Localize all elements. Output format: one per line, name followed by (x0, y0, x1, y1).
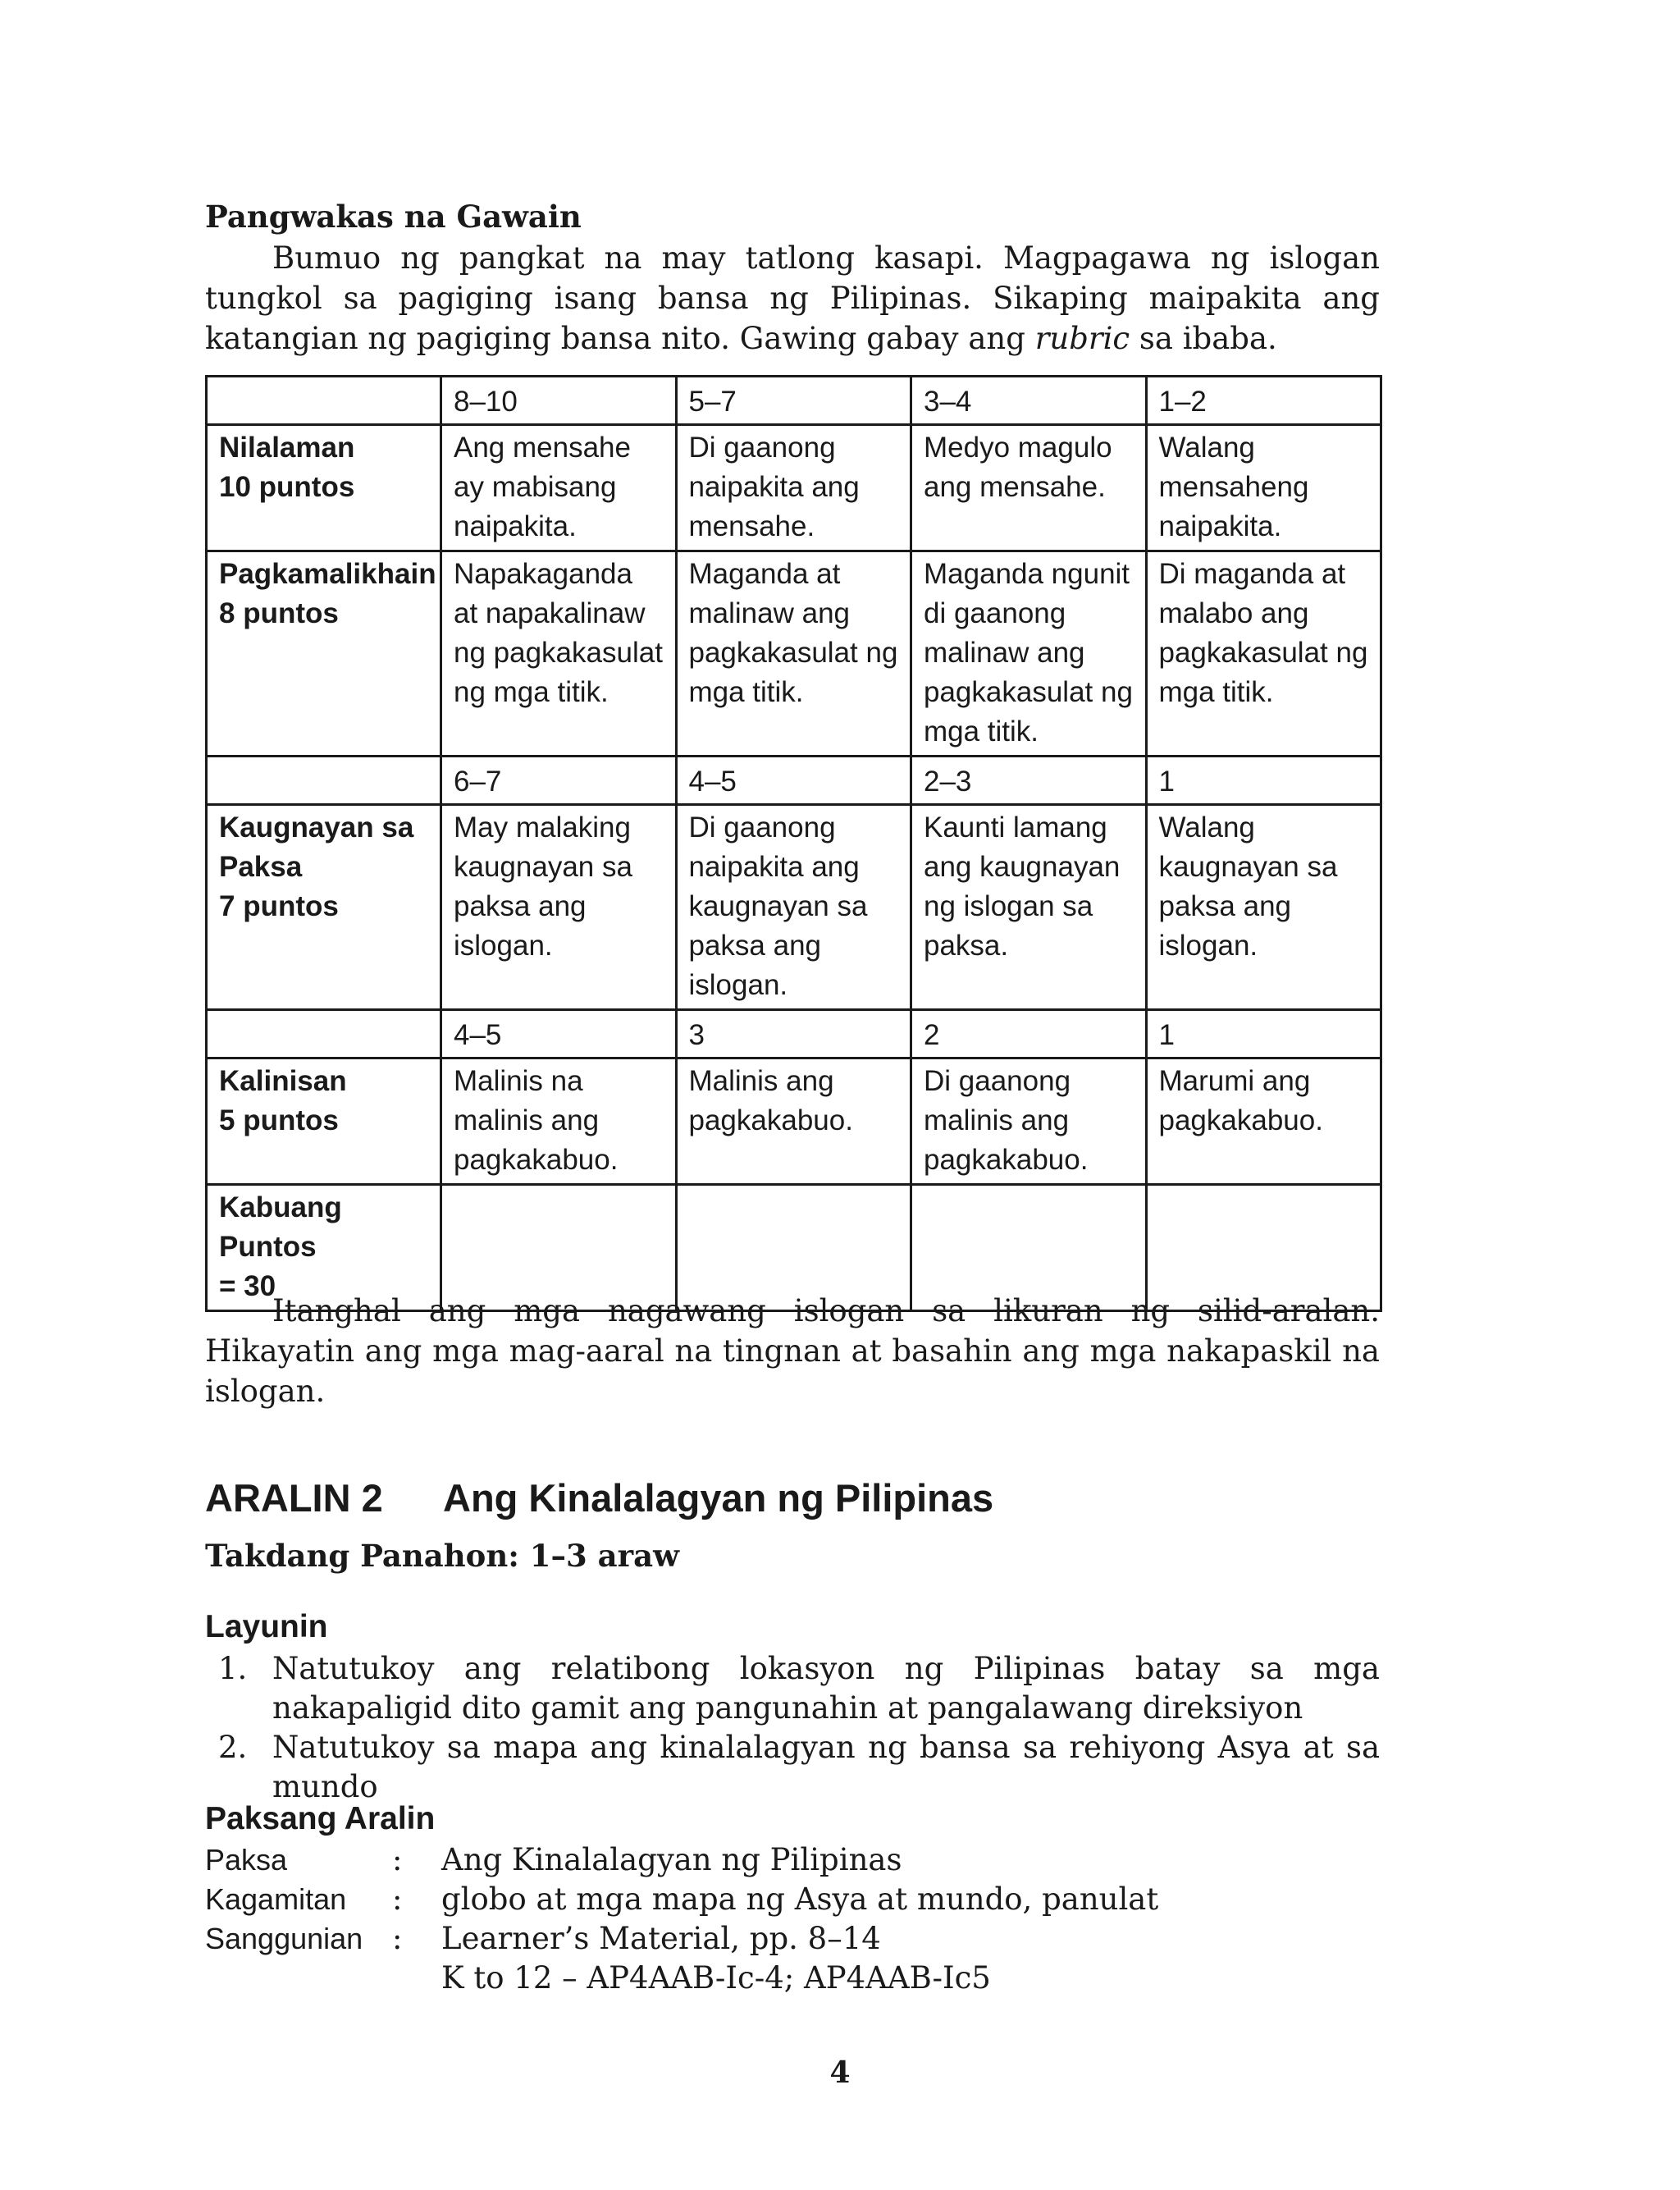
rubric-row (207, 805, 1381, 1010)
descriptor-cell: Malinis na malinis ang pagkakabuo. (441, 1058, 677, 1185)
rubric-row (207, 425, 1381, 551)
score-header-row (207, 757, 1381, 805)
activity-title: Pangwakas na Gawain (205, 199, 582, 235)
topic-row (205, 1919, 1380, 1959)
descriptor-cell: Maganda at malinaw ang pagkakasulat ng mga titik. (676, 551, 911, 757)
score-range: 6–7 (441, 757, 677, 805)
topic-heading: Paksang Aralin (205, 1801, 436, 1836)
topic-label: Sanggunian (205, 1922, 363, 1955)
intro-text: Bumuo ng pangkat na may tatlong kasapi. Magpagawa ng islogan tungkol sa pagiging isang bansa ng Pilipinas. Sikaping maipakita ang katangian ng pagiging bansa nito. Gawing gabay ang (205, 240, 1380, 356)
intro-text-end: sa ibaba. (1130, 321, 1277, 356)
criterion-cell: Pagkamalikhain 8 puntos (207, 551, 441, 757)
descriptor-cell: Di gaanong naipakita ang kaugnayan sa paksa ang islogan. (676, 805, 911, 1010)
topic-row (205, 1840, 1380, 1880)
page-number: 4 (829, 2055, 851, 2090)
topic-colon: : (392, 1881, 403, 1917)
score-range: 1 (1146, 1010, 1381, 1058)
score-range: 3–4 (911, 377, 1147, 425)
topic-label: Kagamitan (205, 1882, 347, 1916)
criterion-cell: Kaugnayan sa Paksa 7 puntos (207, 805, 441, 1010)
lesson-title: Ang Kinalalagyan ng Pilipinas (443, 1476, 994, 1520)
score-range: 5–7 (676, 377, 911, 425)
score-header-row (207, 1010, 1381, 1058)
rubric-table (205, 375, 1382, 1312)
descriptor-cell: Napakaganda at napakalinaw ng pagkakasulat ng mga titik. (441, 551, 677, 757)
topic-label: Paksa (205, 1843, 288, 1877)
lesson-heading (205, 1474, 993, 1523)
criterion-cell: Nilalaman 10 puntos (207, 425, 441, 551)
topic-colon: : (392, 1921, 403, 1956)
empty-cell (207, 757, 441, 805)
topic-colon: : (392, 1842, 403, 1877)
topic-row (205, 1880, 1380, 1919)
topic-colon (392, 1959, 441, 1998)
empty-cell (207, 1010, 441, 1058)
descriptor-cell: Medyo magulo ang mensahe. (911, 425, 1147, 551)
score-range: 8–10 (441, 377, 677, 425)
score-range: 1 (1146, 757, 1381, 805)
criterion-cell: Kalinisan 5 puntos (207, 1058, 441, 1185)
rubric-row (207, 551, 1381, 757)
objective-text: Natutukoy ang relatibong lokasyon ng Pilipinas batay sa mga nakapaligid dito gamit ang pangunahin at pangalawang direksiyon (272, 1651, 1380, 1726)
activity-instructions (205, 238, 1380, 359)
objective-item (205, 1728, 1380, 1807)
score-range: 2–3 (911, 757, 1147, 805)
descriptor-cell: Di gaanong malinis ang pagkakabuo. (911, 1058, 1147, 1185)
objectives-heading: Layunin (205, 1609, 328, 1644)
topic-value: K to 12 – AP4AAB-Ic-4; AP4AAB-Ic5 (441, 1960, 991, 1996)
score-range: 4–5 (441, 1010, 677, 1058)
empty-cell (207, 377, 441, 425)
descriptor-cell: Walang kaugnayan sa paksa ang islogan. (1146, 805, 1381, 1010)
topic-value: Ang Kinalalagyan ng Pilipinas (441, 1842, 902, 1877)
lesson-number: ARALIN 2 (205, 1476, 383, 1520)
score-range: 3 (676, 1010, 911, 1058)
descriptor-cell: Maganda ngunit di gaanong malinaw ang pagkakasulat ng mga titik. (911, 551, 1147, 757)
lesson-duration: Takdang Panahon: 1–3 araw (205, 1538, 679, 1574)
topic-value: globo at mga mapa ng Asya at mundo, panulat (441, 1881, 1159, 1917)
total-label: Kabuang Puntos = 30 (207, 1185, 441, 1311)
objective-number: 2. (218, 1730, 248, 1765)
score-range: 2 (911, 1010, 1147, 1058)
descriptor-cell: Di maganda at malabo ang pagkakasulat ng mga titik. (1146, 551, 1381, 757)
descriptor-cell: Marumi ang pagkakabuo. (1146, 1058, 1381, 1185)
objective-text: Natutukoy sa mapa ang kinalalagyan ng bansa sa rehiyong Asya at sa mundo (272, 1730, 1380, 1804)
intro-italic-term: rubric (1034, 321, 1130, 356)
topic-details (205, 1840, 1380, 1998)
topic-row (205, 1959, 1380, 1998)
descriptor-cell: Walang mensaheng naipakita. (1146, 425, 1381, 551)
descriptor-cell: Kaunti lamang ang kaugnayan ng islogan sa paksa. (911, 805, 1147, 1010)
score-range: 1–2 (1146, 377, 1381, 425)
score-range: 4–5 (676, 757, 911, 805)
topic-value: Learner’s Material, pp. 8–14 (441, 1921, 881, 1956)
descriptor-cell: Ang mensahe ay mabisang naipakita. (441, 425, 677, 551)
descriptor-cell: Malinis ang pagkakabuo. (676, 1058, 911, 1185)
topic-label (205, 1959, 392, 1998)
descriptor-cell: May malaking kaugnayan sa paksa ang islogan. (441, 805, 677, 1010)
descriptor-cell: Di gaanong naipakita ang mensahe. (676, 425, 911, 551)
objectives-list (205, 1649, 1380, 1807)
objective-number: 1. (218, 1651, 248, 1686)
rubric-row (207, 1058, 1381, 1185)
closing-instructions: Itanghal ang mga nagawang islogan sa likuran ng silid-aralan. Hikayatin ang mga mag-aaral na tingnan at basahin ang mga nakapaskil na islogan. (205, 1293, 1380, 1409)
objective-item (205, 1649, 1380, 1728)
score-header-row (207, 377, 1381, 425)
